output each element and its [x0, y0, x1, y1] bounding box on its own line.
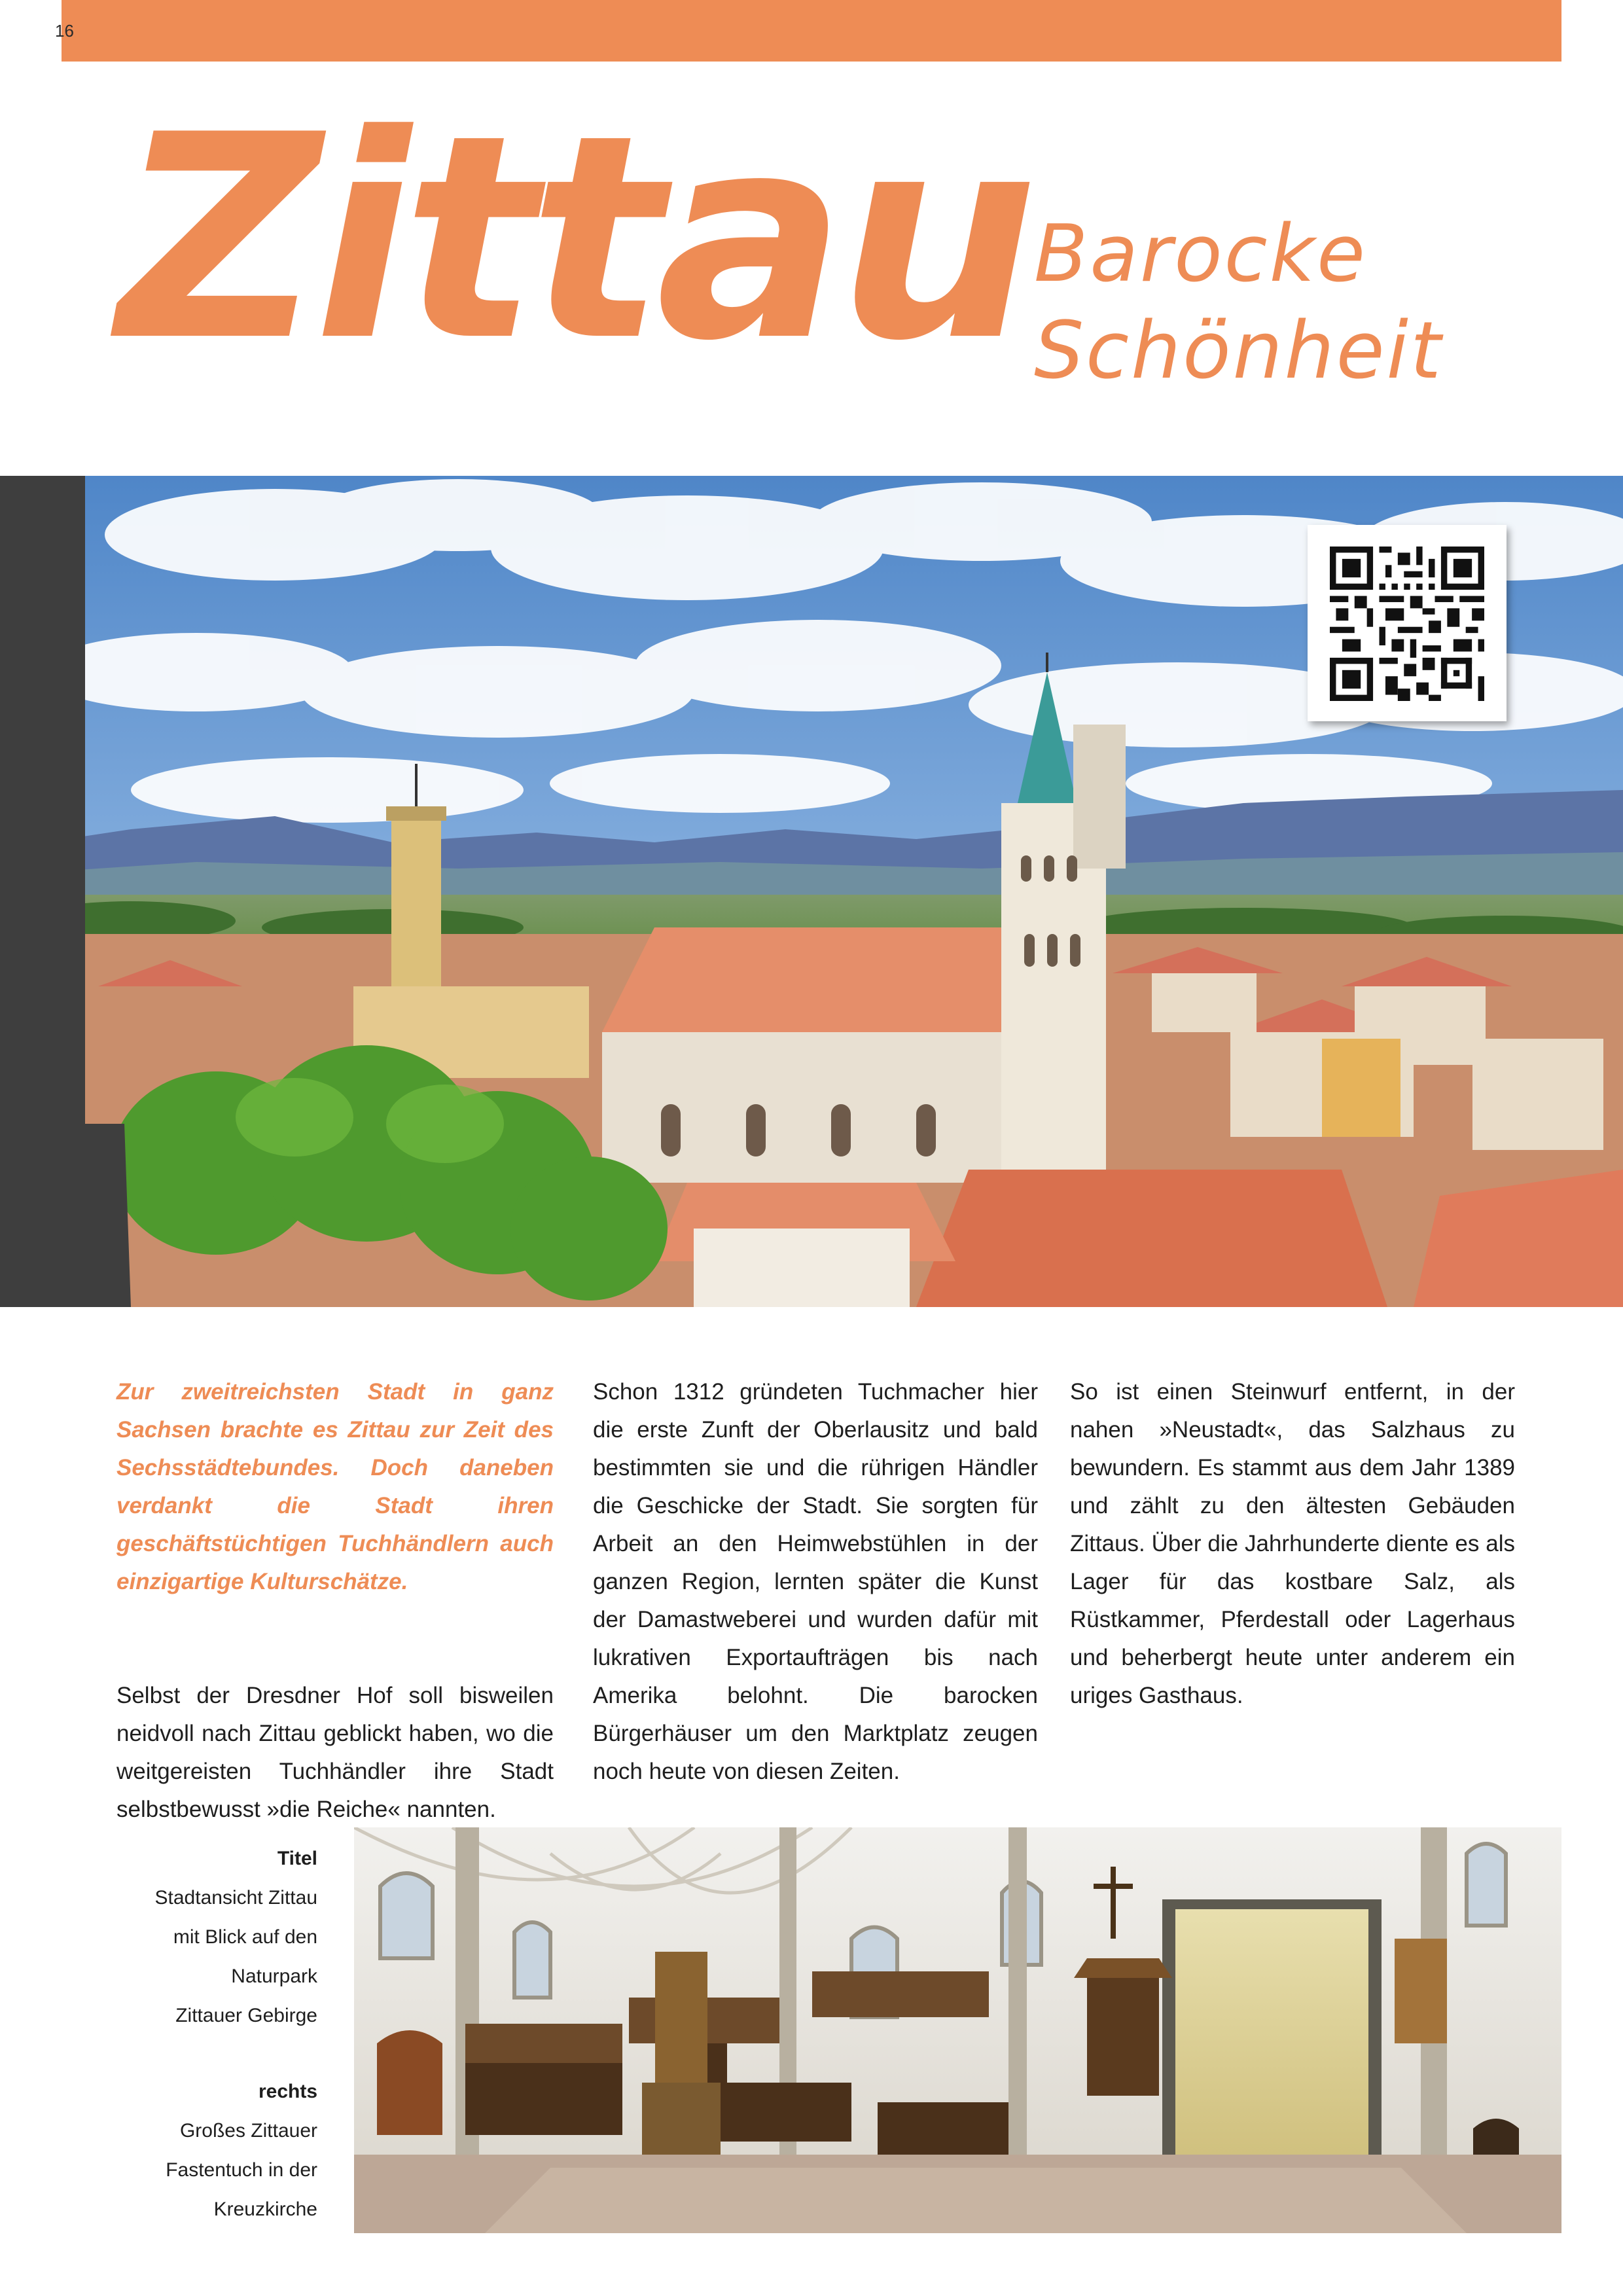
- subtitle-line-1: Barocke: [1034, 209, 1367, 300]
- caption-line: Stadtansicht Zittau: [154, 1887, 317, 1909]
- caption-line: Naturpark: [231, 1965, 317, 1987]
- text-column-2: [593, 1373, 1038, 1791]
- church-interior-photo: [354, 1827, 1561, 2233]
- qr-code-icon[interactable]: [1308, 525, 1507, 721]
- body-paragraph-1: Selbst der Dresdner Hof soll bisweilen neidvoll nach Zittau geblickt haben, wo die weitgereisten Tuchhändler ihre Stadt selbstbewusst »die Reiche« nannten.: [116, 1683, 554, 1822]
- body-paragraph-3: So ist einen Steinwurf entfernt, in der nahen »Neustadt«, das Salzhaus zu bewundern. Es stammt aus dem Jahr 1389 und zählt zu den ältesten Gebäuden Zittaus. Über die Jahrhunderte diente es als Lager für das kostbare Salz, als Rüstkammer, Pferdestall oder Lagerhaus und beherbergt heute unter anderem ein uriges Gasthaus.: [1070, 1379, 1515, 1708]
- lead-paragraph: Zur zweitreichsten Stadt in ganz Sachsen brachte es Zittau zur Zeit des Sechsstädtebundes. Doch daneben verdankt die Stadt ihren geschäftstüchtigen Tuchhändlern auch einzigartige Kulturschätze.: [116, 1379, 554, 1594]
- caption-title-heading: Titel: [277, 1848, 317, 1869]
- header-bar: [62, 0, 1561, 62]
- text-column-1: [116, 1373, 554, 1829]
- caption-line: Kreuzkirche: [213, 2198, 317, 2220]
- text-column-3: [1070, 1373, 1515, 1715]
- page-subtitle: [1034, 206, 1443, 400]
- body-paragraph-2: Schon 1312 gründeten Tuchmacher hier die erste Zunft der Oberlausitz und bald bestimmten sie und die rührigen Händler die Geschicke der Stadt. Sie sorgten für Arbeit an den Heimwebstühlen in der ganzen Region, lernten später die Kunst der Damastweberei und wurden dafür mit lukrativen Exportaufträgen bis nach Amerika belohnt. Die barocken Bürgerhäuser um den Marktplatz zeugen noch heute von diesen Zeiten.: [593, 1379, 1038, 1784]
- caption-line: Fastentuch in der: [166, 2159, 317, 2181]
- caption-line: mit Blick auf den: [173, 1926, 317, 1948]
- caption-line: Zittauer Gebirge: [175, 2005, 317, 2026]
- image-captions: [92, 1839, 317, 2229]
- page-number: 16: [55, 21, 74, 41]
- page-title: Zittau: [118, 75, 1031, 403]
- subtitle-line-2: Schönheit: [1034, 306, 1443, 397]
- caption-right-heading: rechts: [258, 2081, 317, 2102]
- caption-line: Großes Zittauer: [179, 2120, 317, 2142]
